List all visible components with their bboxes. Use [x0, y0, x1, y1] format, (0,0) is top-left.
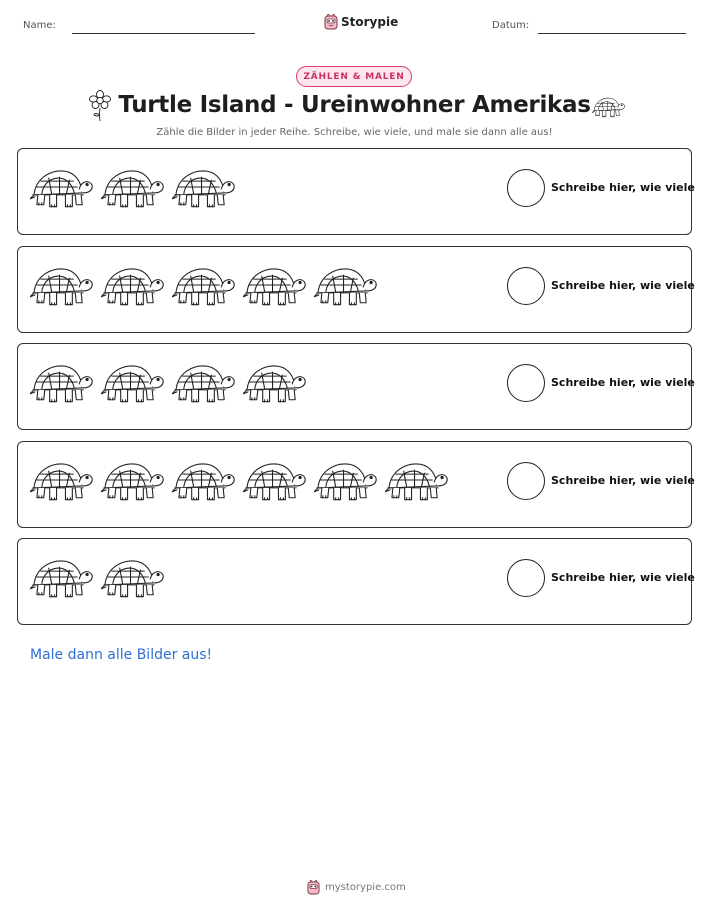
turtle-icon: [243, 263, 306, 309]
turtle-icon: [172, 165, 235, 211]
answer-circle[interactable]: [507, 364, 545, 402]
turtle-icon: [314, 263, 377, 309]
turtle-group: [30, 458, 448, 504]
turtle-group: [30, 360, 306, 406]
turtle-icon: [30, 360, 93, 406]
answer-circle[interactable]: [507, 169, 545, 207]
counting-row: [17, 441, 695, 528]
turtle-icon: [30, 458, 93, 504]
storypie-logo: [324, 14, 398, 30]
counting-row: [17, 343, 695, 430]
turtle-icon: [172, 360, 235, 406]
coloring-prompt: Male dann alle Bilder aus!: [30, 647, 213, 663]
brand-name: Storypie: [341, 15, 399, 29]
turtle-icon: [101, 165, 164, 211]
write-count-label: Schreibe hier, wie viele: [551, 571, 695, 584]
page-title: Turtle Island - Ureinwohner Amerikas: [118, 92, 591, 118]
turtle-group: [30, 165, 235, 211]
turtle-icon: [243, 458, 306, 504]
turtle-icon: [172, 458, 235, 504]
name-label: Name:: [23, 20, 56, 31]
write-count-label: Schreibe hier, wie viele: [551, 376, 695, 389]
instructions-text: Zähle die Bilder in jeder Reihe. Schreibe, wie viele, und male sie dann alle aus!: [156, 127, 553, 138]
date-line[interactable]: [538, 33, 686, 34]
counting-row: [17, 148, 695, 235]
write-count-label: Schreibe hier, wie viele: [551, 181, 695, 194]
turtle-group: [30, 555, 164, 601]
counting-row: [17, 246, 695, 333]
turtle-icon: [101, 263, 164, 309]
turtle-icon: [243, 360, 306, 406]
turtle-icon: [592, 95, 625, 119]
name-line[interactable]: [72, 33, 255, 34]
answer-circle[interactable]: [507, 559, 545, 597]
answer-circle[interactable]: [507, 462, 545, 500]
turtle-icon: [30, 263, 93, 309]
footer-url[interactable]: mystorypie.com: [325, 882, 406, 893]
turtle-icon: [30, 555, 93, 601]
turtle-icon: [101, 555, 164, 601]
date-label: Datum:: [492, 20, 530, 31]
storypie-mascot-icon: [307, 880, 320, 895]
storypie-mascot-icon: [324, 14, 338, 30]
turtle-icon: [101, 458, 164, 504]
turtle-icon: [172, 263, 235, 309]
turtle-icon: [101, 360, 164, 406]
answer-circle[interactable]: [507, 267, 545, 305]
turtle-icon: [385, 458, 448, 504]
turtle-icon: [314, 458, 377, 504]
footer: [307, 880, 406, 895]
turtle-icon: [30, 165, 93, 211]
write-count-label: Schreibe hier, wie viele: [551, 474, 695, 487]
write-count-label: Schreibe hier, wie viele: [551, 279, 695, 292]
category-badge: ZÄHLEN & MALEN: [296, 66, 412, 87]
counting-row: [17, 538, 695, 625]
turtle-group: [30, 263, 377, 309]
